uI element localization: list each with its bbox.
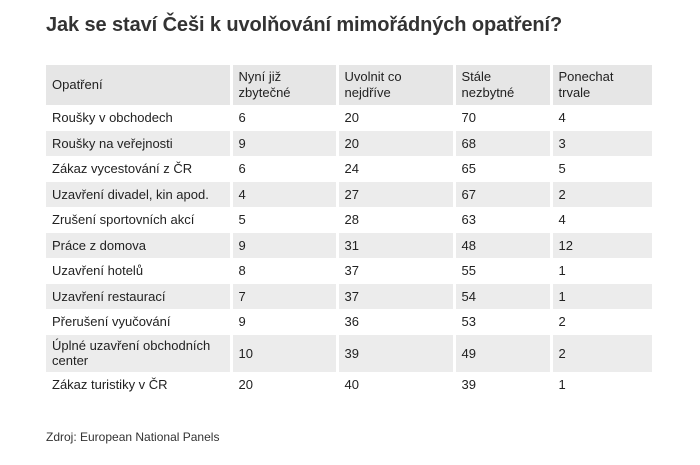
column-header-keep-permanently: Ponechat trvale [551, 65, 652, 105]
cell-value: 36 [337, 309, 454, 335]
column-header-relax-asap: Uvolnit co nejdříve [337, 65, 454, 105]
cell-measure: Zákaz turistiky v ČR [46, 372, 231, 398]
cell-measure: Uzavření restaurací [46, 284, 231, 310]
cell-measure: Roušky v obchodech [46, 105, 231, 131]
table-row [46, 309, 652, 335]
cell-value: 39 [337, 335, 454, 372]
cell-value: 6 [231, 105, 337, 131]
table-row [46, 372, 652, 398]
cell-value: 1 [551, 284, 652, 310]
table-row [46, 233, 652, 259]
cell-value: 2 [551, 182, 652, 208]
table-row [46, 335, 652, 372]
cell-value: 55 [454, 258, 551, 284]
cell-value: 12 [551, 233, 652, 259]
cell-value: 65 [454, 156, 551, 182]
cell-value: 9 [231, 131, 337, 157]
cell-value: 31 [337, 233, 454, 259]
cell-value: 48 [454, 233, 551, 259]
cell-value: 1 [558, 376, 566, 392]
cell-value: 53 [454, 309, 551, 335]
column-header-measure: Opatření [46, 65, 231, 105]
cell-value: 1 [558, 263, 566, 279]
source-note: Zdroj: European National Panels [46, 430, 220, 444]
cell-measure: Uzavření divadel, kin apod. [46, 182, 231, 208]
cell-value: 37 [337, 258, 454, 284]
cell-value: 70 [454, 105, 551, 131]
cell-measure: Uzavření hotelů [46, 258, 231, 284]
cell-measure: Práce z domova [46, 233, 231, 259]
column-header-still-necessary: Stále nezbytné [454, 65, 551, 105]
cell-value: 39 [454, 372, 551, 398]
cell-value: 7 [231, 284, 337, 310]
cell-value: 40 [337, 372, 454, 398]
cell-value: 10 [231, 335, 337, 372]
header-row [46, 65, 652, 105]
table-row [46, 284, 652, 310]
cell-value: 4 [231, 182, 337, 208]
cell-value: 2 [551, 335, 652, 372]
table-row [46, 207, 652, 233]
cell-value: 6 [231, 156, 337, 182]
cell-measure: Přerušení vyučování [46, 309, 231, 335]
table-row [46, 131, 652, 157]
cell-value: 3 [551, 131, 652, 157]
cell-value: 5 [558, 161, 566, 177]
cell-measure: Úplné uzavření obchodních center [46, 335, 231, 372]
cell-value: 4 [558, 212, 566, 228]
cell-measure: Roušky na veřejnosti [46, 131, 231, 157]
cell-value: 2 [558, 314, 566, 330]
cell-value: 28 [337, 207, 454, 233]
cell-value: 24 [337, 156, 454, 182]
cell-value: 4 [558, 110, 566, 126]
cell-value: 63 [454, 207, 551, 233]
cell-value: 8 [231, 258, 337, 284]
column-header-unnecessary: Nyní již zbytečné [231, 65, 337, 105]
cell-value: 5 [231, 207, 337, 233]
cell-measure: Zákaz vycestování z ČR [46, 156, 231, 182]
cell-value: 9 [231, 309, 337, 335]
table-row [46, 105, 652, 131]
cell-value: 9 [231, 233, 337, 259]
cell-value: 27 [337, 182, 454, 208]
page-title: Jak se staví Češi k uvolňování mimořádných opatření? [46, 14, 563, 36]
cell-value: 20 [337, 131, 454, 157]
cell-value: 68 [454, 131, 551, 157]
table-row [46, 258, 652, 284]
data-table [46, 65, 652, 397]
table-row [46, 156, 652, 182]
cell-value: 20 [337, 105, 454, 131]
cell-measure: Zrušení sportovních akcí [46, 207, 231, 233]
table-row [46, 182, 652, 208]
cell-value: 37 [337, 284, 454, 310]
cell-value: 54 [454, 284, 551, 310]
cell-value: 20 [231, 372, 337, 398]
cell-value: 67 [454, 182, 551, 208]
cell-value: 49 [454, 335, 551, 372]
